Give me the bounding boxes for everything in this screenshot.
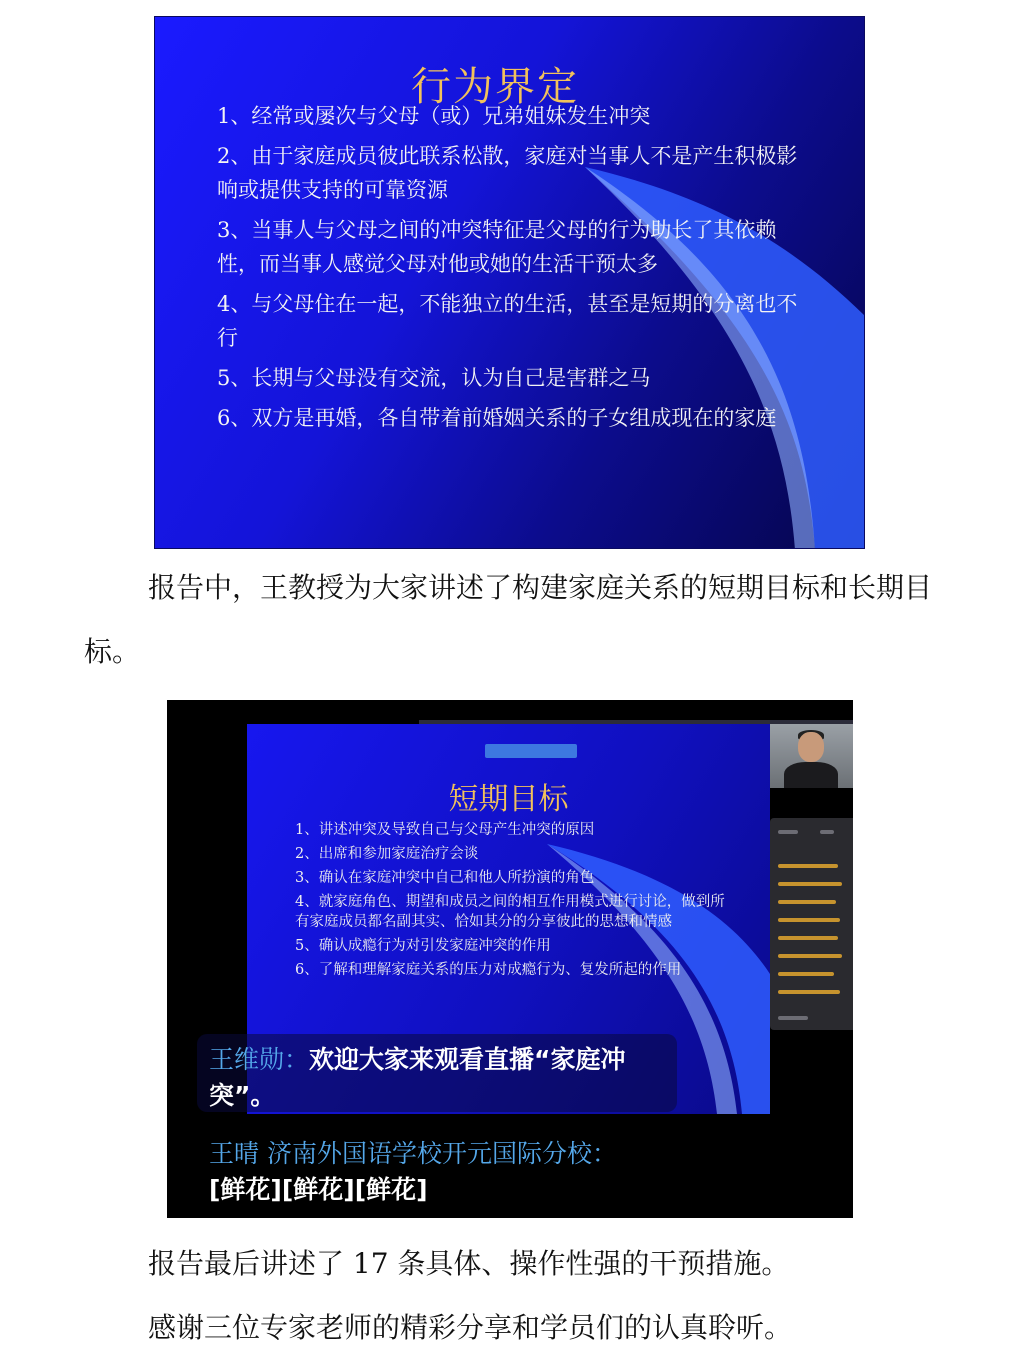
slide-behavior-definition <box>154 16 865 549</box>
panel-text <box>778 864 838 868</box>
chat-text: 欢迎大家来观看直播“家庭冲突”。 <box>209 1045 626 1110</box>
panel-text <box>778 1016 808 1020</box>
notice-tag <box>485 744 577 758</box>
presenter-face <box>798 732 824 762</box>
slide-item: 5、长期与父母没有交流，认为自己是害群之马 <box>217 366 651 390</box>
panel-text <box>778 972 834 976</box>
chat-separator: ： <box>284 1045 310 1074</box>
slide-item: 4、与父母住在一起，不能独立的生活，甚至是短期的分离也不行 <box>217 292 798 350</box>
slide-item: 3、确认在家庭冲突中自己和他人所扮演的角色 <box>295 870 595 886</box>
panel-text <box>778 830 798 834</box>
panel-text <box>778 990 840 994</box>
slide-item: 6、了解和理解家庭关系的压力对成瘾行为、复发所起的作用 <box>295 962 682 978</box>
chat-message <box>209 1042 679 1114</box>
panel-text <box>820 830 834 834</box>
panel-text <box>778 882 842 886</box>
chat-text: [鲜花][鲜花][鲜花] <box>209 1175 428 1204</box>
slide-title: 行为界定 <box>411 64 579 110</box>
slide-item: 1、经常或屡次与父母（或）兄弟姐妹发生冲突 <box>217 104 651 128</box>
chat-separator: ： <box>591 1139 617 1168</box>
slide-item: 2、由于家庭成员彼此联系松散，家庭对当事人不是产生积极影响或提供支持的可靠资源 <box>217 144 798 202</box>
panel-text <box>778 954 842 958</box>
slide-item: 1、讲述冲突及导致自己与父母产生冲突的原因 <box>295 822 595 838</box>
panel-text <box>778 900 836 904</box>
presenter-body <box>784 762 838 788</box>
chat-sender: 王维勋 <box>209 1045 285 1074</box>
slide-item: 6、双方是再婚，各自带着前婚姻关系的子女组成现在的家庭 <box>217 406 777 430</box>
chat-sender: 王晴 济南外国语学校开元国际分校 <box>209 1139 592 1168</box>
chat-message <box>209 1136 679 1208</box>
chat-side-panel <box>770 818 853 1030</box>
livestream-screenshot <box>167 700 853 1218</box>
slide-item: 2、出席和参加家庭治疗会谈 <box>295 846 479 862</box>
slide-title: 短期目标 <box>448 782 569 817</box>
slide-item-list <box>217 99 817 441</box>
slide-item: 3、当事人与父母之间的冲突特征是父母的行为助长了其依赖性，而当事人感觉父母对他或她的生活干预太多 <box>217 218 777 276</box>
panel-text <box>778 918 840 922</box>
body-paragraph: 报告中，王教授为大家讲述了构建家庭关系的短期目标和长期目标。 <box>84 571 933 668</box>
body-paragraph: 感谢三位专家老师的精彩分享和学员们的认真聆听。 <box>148 1311 793 1344</box>
slide-item: 5、确认成瘾行为对引发家庭冲突的作用 <box>295 938 551 954</box>
slide-item: 4、就家庭角色、期望和成员之间的相互作用模式进行讨论，做到所有家庭成员都名副其实、恰如其分的分享彼此的思想和情感 <box>295 894 725 930</box>
slide-item-list <box>295 820 725 984</box>
body-paragraph: 报告最后讲述了 17 条具体、操作性强的干预措施。 <box>148 1247 790 1280</box>
presenter-video <box>770 724 853 788</box>
panel-text <box>778 936 838 940</box>
